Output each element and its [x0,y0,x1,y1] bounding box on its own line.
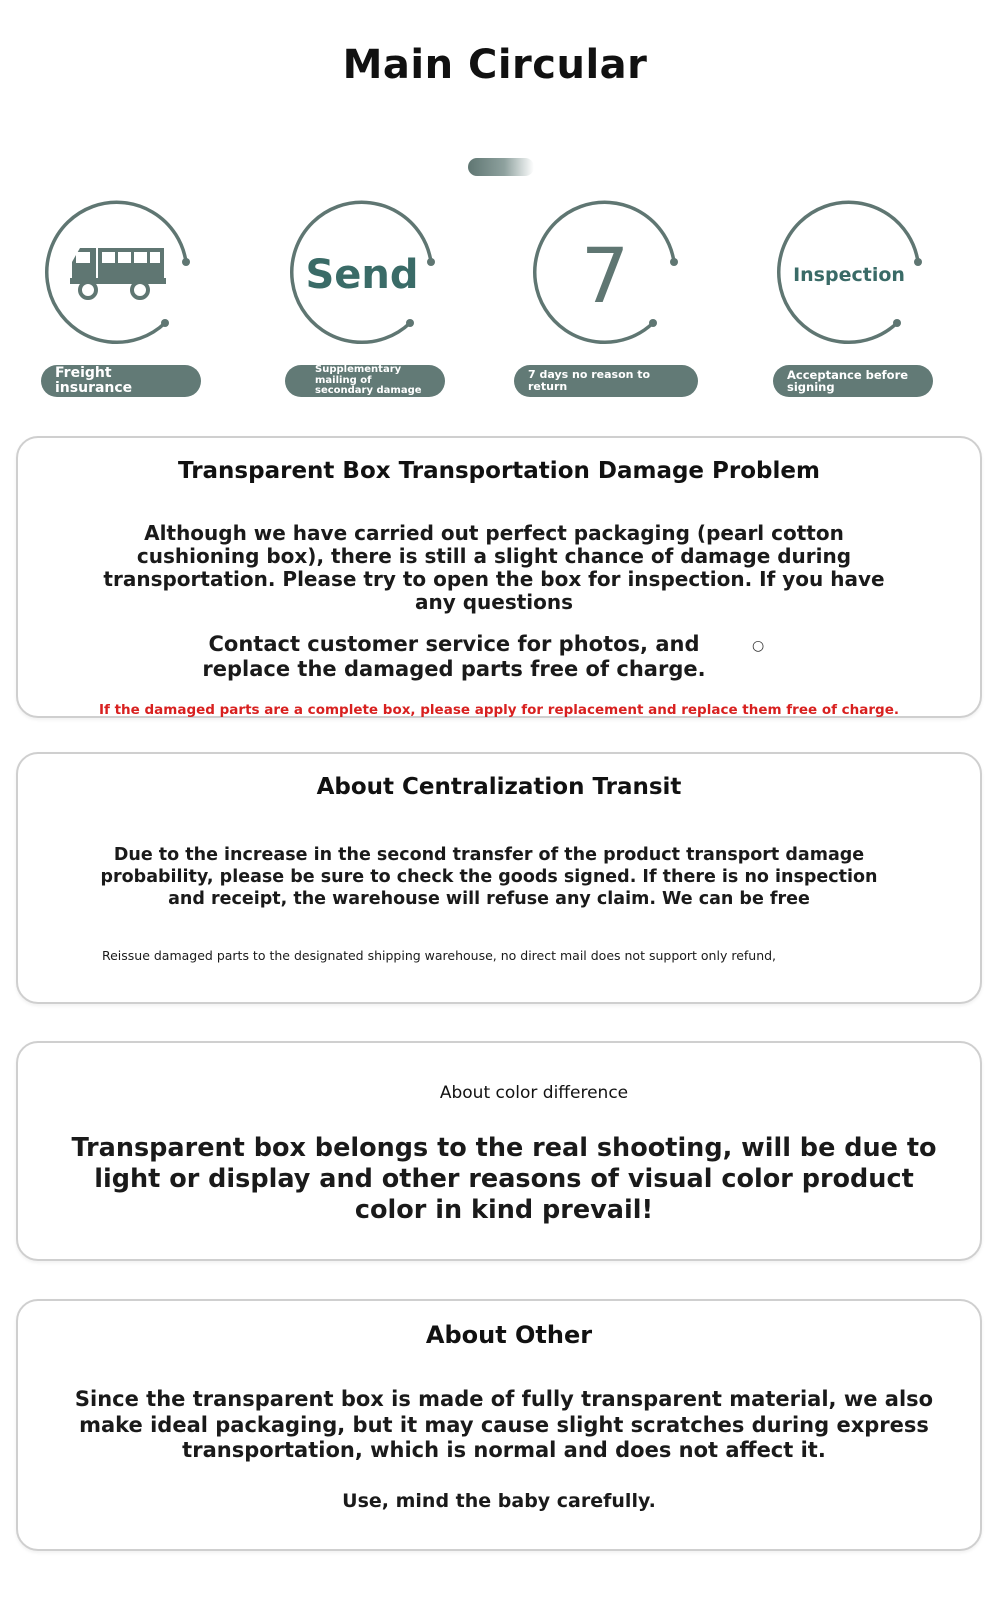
feature-freight-insurance [20,200,260,400]
feature-seven-days [508,200,748,400]
centralization-transit-body: Due to the increase in the second transfer of the product transport damage probability, please be sure to check the goods signed. If there is no inspection and receipt, the warehouse will refuse any claim. We can be free [100,845,878,909]
acceptance-before-signing-badge: Acceptance before signing [773,365,933,397]
seven-icon-text: 7 [580,230,630,320]
feature-send [265,200,505,400]
seven-days-return-badge: 7 days no reason to return [514,365,698,397]
damage-problem-card [16,436,982,718]
truck-icon [68,240,168,302]
centralization-transit-note: Reissue damaged parts to the designated shipping warehouse, no direct mail does not support only refund, [101,948,777,963]
damage-contact-text: Contact customer service for photos, and replace the damaged parts free of charge. [202,632,706,681]
damage-problem-heading: Transparent Box Transportation Damage Problem [178,458,820,484]
send-icon-text: Send [305,252,419,298]
color-difference-card [16,1041,982,1261]
inspection-icon-text: Inspection [793,264,905,286]
centralization-transit-heading: About Centralization Transit [316,774,682,800]
color-difference-body: Transparent box belongs to the real shooting, will be due to light or display and other reasons of visual color product color in kind prevail! [71,1133,937,1225]
centralization-transit-card [16,752,982,1004]
about-other-card [16,1299,982,1551]
circle-mark: ○ [752,638,765,654]
page-title: Main Circular [342,42,648,88]
damage-replacement-notice: If the damaged parts are a complete box, please apply for replacement and replace them free of charge. [98,702,900,718]
damage-problem-body: Although we have carried out perfect packaging (pearl cotton cushioning box), there is still a slight chance of damage during transportation. Please try to open the box for inspection. If you have any questions [103,521,885,614]
feature-inspection [752,200,992,400]
about-other-closing: Use, mind the baby carefully. [342,1489,656,1512]
about-other-body: Since the transparent box is made of fully transparent material, we also make ideal packaging, but it may cause slight scratches during express transportation, which is normal and does not affect it. [74,1387,934,1462]
about-other-heading: About Other [425,1321,593,1349]
supplementary-mailing-badge: Supplementary mailing of secondary damage [285,365,445,397]
freight-insurance-badge: Freight insurance [41,365,201,397]
decorative-dash [468,158,534,176]
color-difference-heading: About color difference [439,1083,629,1103]
